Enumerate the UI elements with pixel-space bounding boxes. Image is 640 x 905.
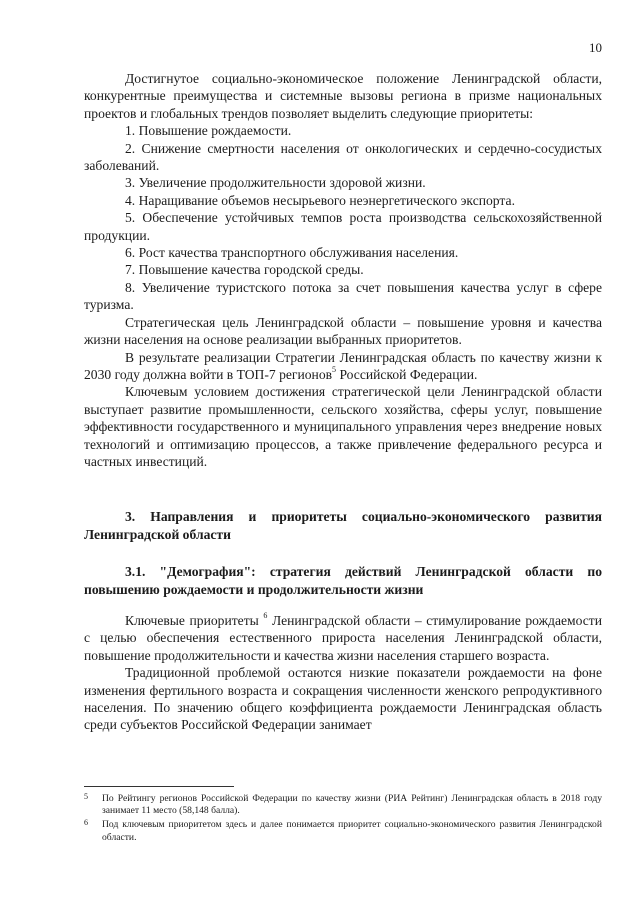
footnote-text: По Рейтингу регионов Российской Федерации по качеству жизни (РИА Рейтинг) Ленинградская область в 2018 году занимает 11 место (58,148 балла). — [102, 793, 602, 817]
key-priorities-paragraph — [84, 612, 602, 664]
priorities-list — [84, 122, 602, 313]
key-priorities-text: Ленинградской области – стимулирование рождаемости с целью обеспечения естественного прироста населения Ленинградской области, повышение продолжительности и качества жизни населения старшего возраста. — [84, 612, 602, 663]
list-item: 3. Увеличение продолжительности здоровой жизни. — [125, 175, 426, 191]
spacer — [84, 598, 602, 612]
list-item: 5. Обеспечение устойчивых темпов роста производства сельскохозяйственной продукции. — [84, 210, 602, 243]
section-heading: 3. Направления и приоритеты социально-экономического развития Ленинградской области — [84, 509, 602, 542]
list-item: 2. Снижение смертности населения от онкологических и сердечно-сосудистых заболеваний. — [84, 140, 602, 174]
problem-paragraph: Традиционной проблемой остаются низкие показатели рождаемости на фоне изменения фертильного возраста и сокращения численности женского репродуктивного населения. По значению общего коэффициента рождаемости Ленинградская область среди субъектов Российской Федерации занимает — [84, 665, 602, 733]
footnote-text: Под ключевым приоритетом здесь и далее понимается приоритет социально-экономического развития Ленинградской области. — [102, 819, 602, 843]
main-text — [84, 70, 602, 734]
spacer — [84, 543, 602, 563]
footnote-number: 6 — [84, 818, 88, 828]
list-item: 8. Увеличение туристского потока за счет повышения качества услуг в сфере туризма. — [84, 279, 602, 313]
footnote-divider — [84, 786, 234, 787]
footnote — [84, 819, 602, 843]
goal-paragraph: Стратегическая цель Ленинградской области – повышение уровня и качества жизни населения на основе реализации выбранных приоритетов. — [84, 314, 602, 348]
footnote — [84, 793, 602, 817]
list-item: 4. Наращивание объемов несырьевого неэнергетического экспорта. — [125, 192, 515, 208]
key-priorities-lead: Ключевые приоритеты — [125, 612, 259, 628]
intro-paragraph: Достигнутое социально-экономическое положение Ленинградской области, конкурентные преимущества и системные вызовы региона в призме национальных проектов и глобальных трендов позволяет выделить следующие приоритеты: — [84, 71, 602, 121]
result-text: В результате реализации Стратегии Ленинградская область по качеству жизни к 2030 году должна войти в ТОП-7 регионов — [84, 349, 602, 382]
list-item: 7. Повышение качества городской среды. — [125, 262, 364, 278]
footnote-ref-5[interactable]: 5 — [332, 365, 337, 375]
footnote-ref-6[interactable]: 6 — [263, 611, 268, 621]
footnotes — [84, 786, 602, 846]
result-tail: Российской Федерации. — [336, 366, 478, 382]
list-item: 6. Рост качества транспортного обслуживания населения. — [125, 245, 459, 261]
list-item: 1. Повышение рождаемости. — [125, 123, 292, 139]
footnote-number: 5 — [84, 792, 88, 801]
page-number: 10 — [589, 40, 602, 55]
result-paragraph — [84, 349, 602, 384]
subsection-heading: 3.1. "Демография": стратегия действий Ленинградской области по повышению рождаемости и продолжительности жизни — [84, 564, 602, 597]
condition-paragraph: Ключевым условием достижения стратегической цели Ленинградской области выступает развитие промышленности, сельского хозяйства, сферы услуг, повышение эффективности государственного и муниципального управления через внедрение новых технологий и оптимизацию процессов, а также привлечение федерального ресурса и частных инвестиций. — [84, 384, 602, 469]
spacer — [84, 470, 602, 508]
